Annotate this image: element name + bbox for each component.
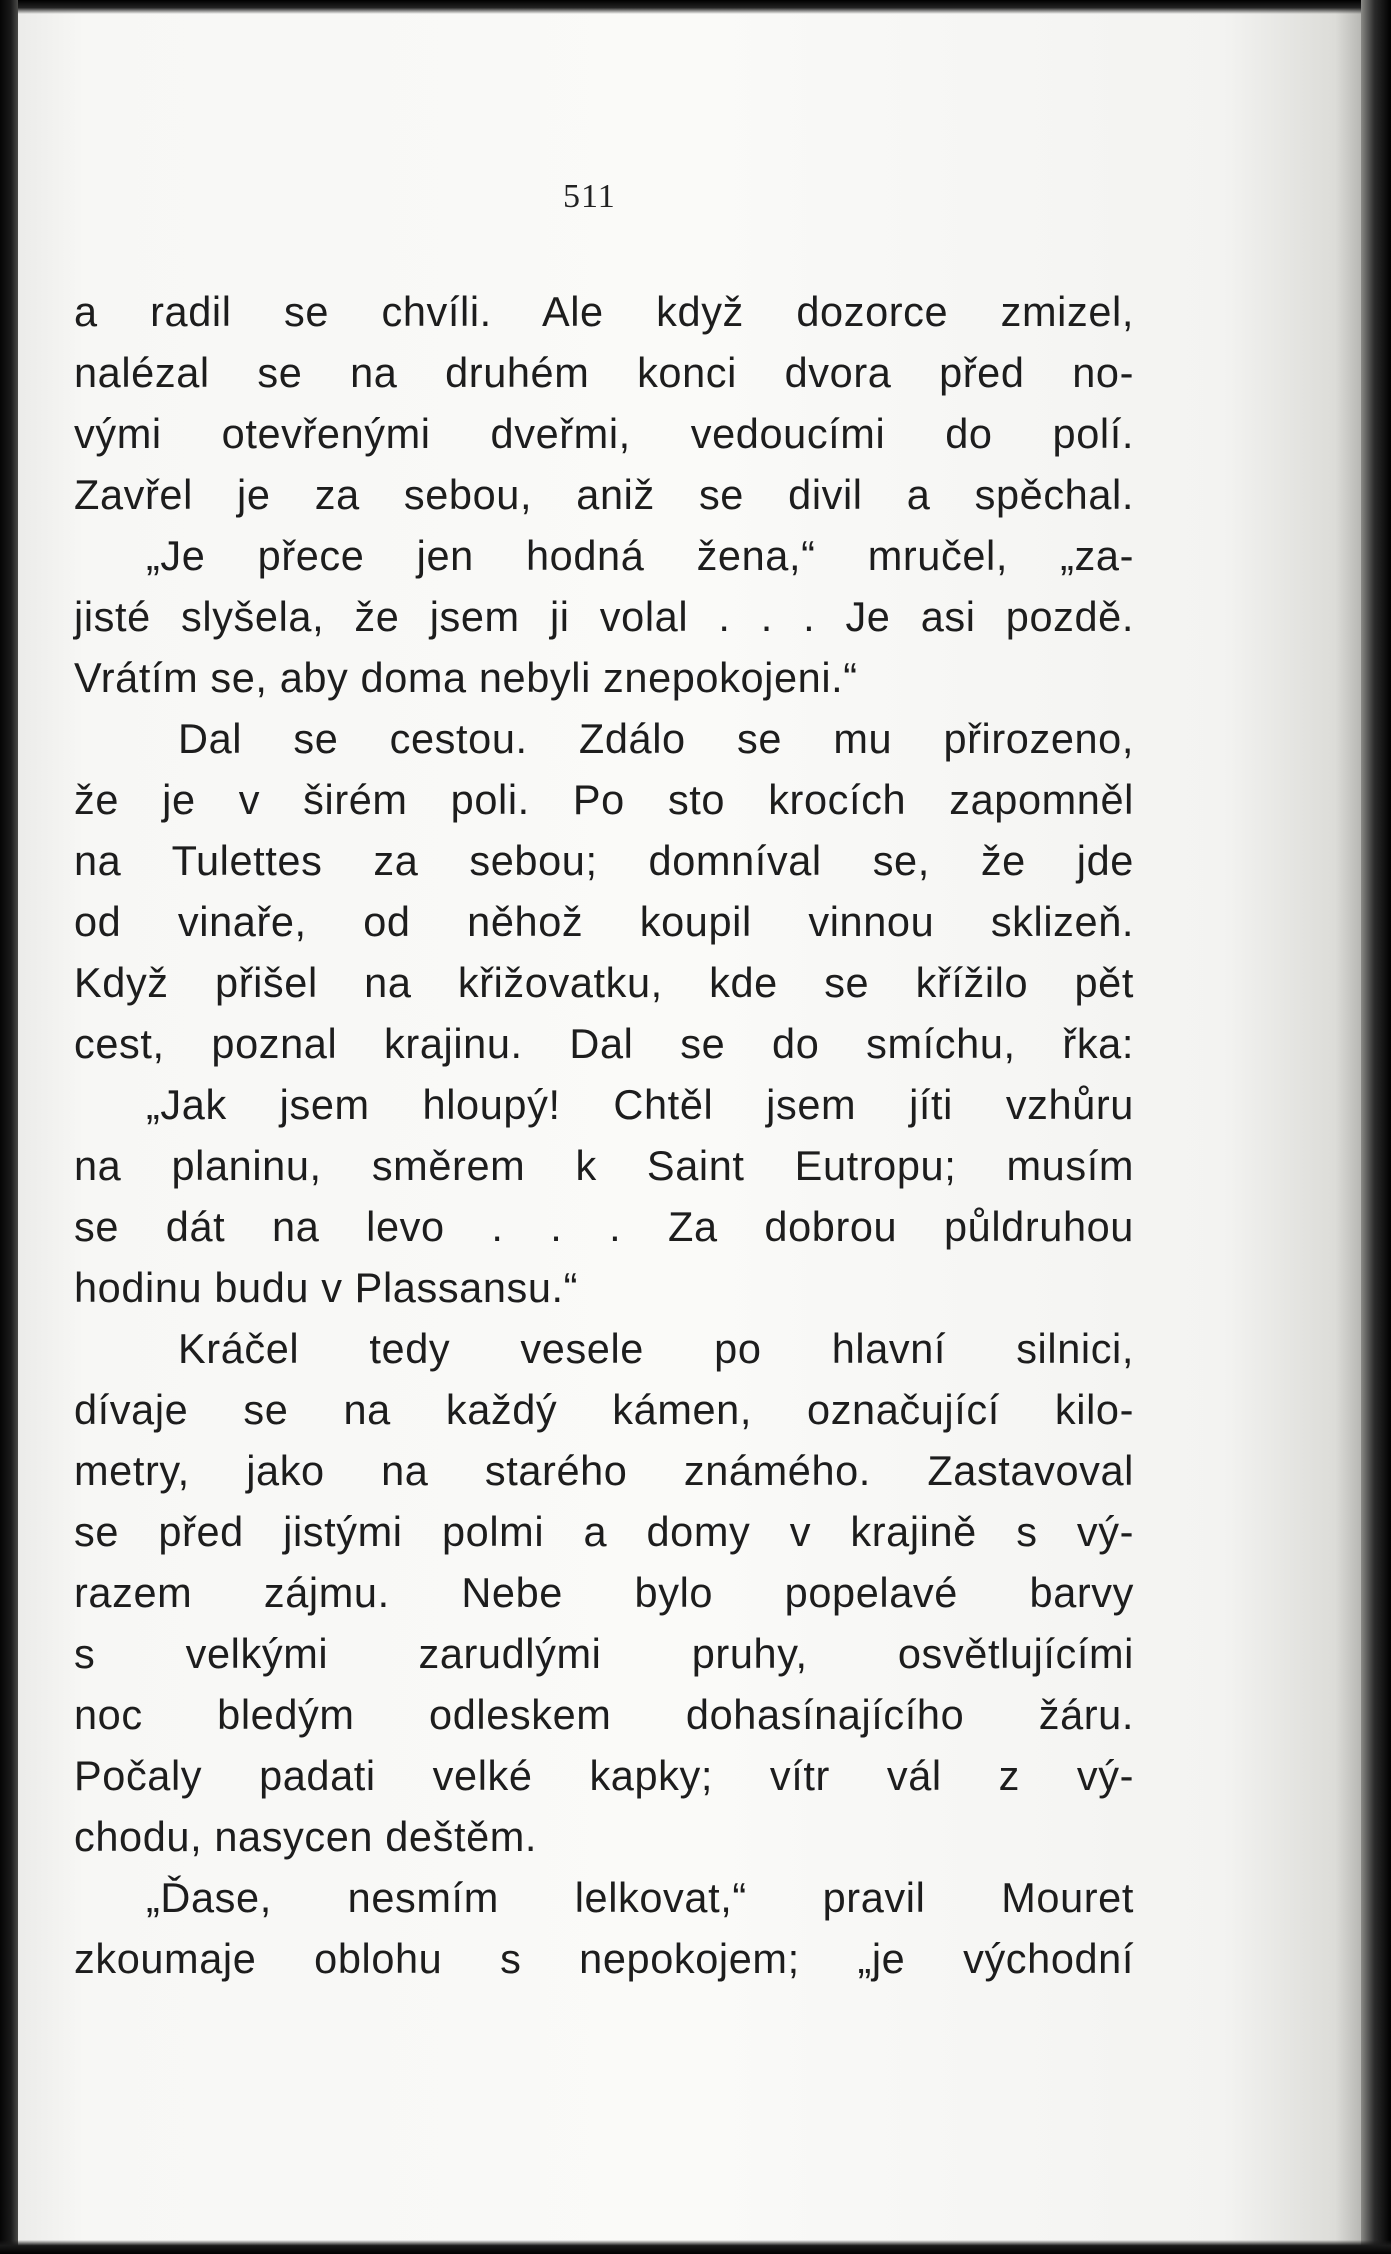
text-line: noc bledým odleskem dohasínajícího žáru. xyxy=(74,1691,1134,1738)
text-line: od vinaře, od něhož koupil vinnou sklizeň. xyxy=(74,898,1134,945)
text-line: cest, poznal krajinu. Dal se do smíchu, řka: xyxy=(74,1020,1134,1067)
scan-edge-left xyxy=(0,0,18,2254)
text-line: hodinu budu v Plassansu.“ xyxy=(74,1264,579,1311)
text-line: Kráčel tedy vesele po hlavní silnici, xyxy=(178,1325,1134,1372)
text-line: „Ďase, nesmím lelkovat,“ pravil Mouret xyxy=(146,1874,1134,1921)
text-line: a radil se chvíli. Ale když dozorce zmizel, xyxy=(74,288,1134,335)
scan-edge-top xyxy=(0,0,1391,14)
text-line: zkoumaje oblohu s nepokojem; „je východní xyxy=(74,1935,1134,1982)
text-line: razem zájmu. Nebe bylo popelavé barvy xyxy=(74,1569,1134,1616)
text-line: chodu, nasycen deštěm. xyxy=(74,1813,538,1860)
body-text xyxy=(74,281,1134,1989)
text-line: na Tulettes za sebou; domníval se, že jde xyxy=(74,837,1134,884)
text-line: se před jistými polmi a domy v krajině s vý- xyxy=(74,1508,1134,1555)
text-line: na planinu, směrem k Saint Eutropu; musím xyxy=(74,1142,1134,1189)
text-line: dívaje se na každý kámen, označující kilo- xyxy=(74,1386,1134,1433)
text-line: Když přišel na křižovatku, kde se křížilo pět xyxy=(74,959,1134,1006)
text-line: „Jak jsem hloupý! Chtěl jsem jíti vzhůru xyxy=(146,1081,1134,1128)
text-line: „Je přece jen hodná žena,“ mručel, „za- xyxy=(146,532,1134,579)
page-number: 511 xyxy=(563,178,616,215)
text-line: metry, jako na starého známého. Zastavoval xyxy=(74,1447,1134,1494)
scan-edge-bottom xyxy=(0,2240,1391,2254)
text-line: se dát na levo . . . Za dobrou půldruhou xyxy=(74,1203,1134,1250)
text-line: Vrátím se, aby doma nebyli znepokojeni.“ xyxy=(74,654,858,701)
text-line: Počaly padati velké kapky; vítr vál z vý- xyxy=(74,1752,1134,1799)
text-line: že je v širém poli. Po sto krocích zapomněl xyxy=(74,776,1134,823)
text-line: nalézal se na druhém konci dvora před no- xyxy=(74,349,1134,396)
text-line: jisté slyšela, že jsem ji volal . . . Je asi pozdě. xyxy=(74,593,1134,640)
text-line: s velkými zarudlými pruhy, osvětlujícími xyxy=(74,1630,1134,1677)
text-line: Dal se cestou. Zdálo se mu přirozeno, xyxy=(178,715,1134,762)
scan-edge-right xyxy=(1361,0,1391,2254)
text-line: Zavřel je za sebou, aniž se divil a spěchal. xyxy=(74,471,1134,518)
text-line: vými otevřenými dveřmi, vedoucími do polí. xyxy=(74,410,1134,457)
